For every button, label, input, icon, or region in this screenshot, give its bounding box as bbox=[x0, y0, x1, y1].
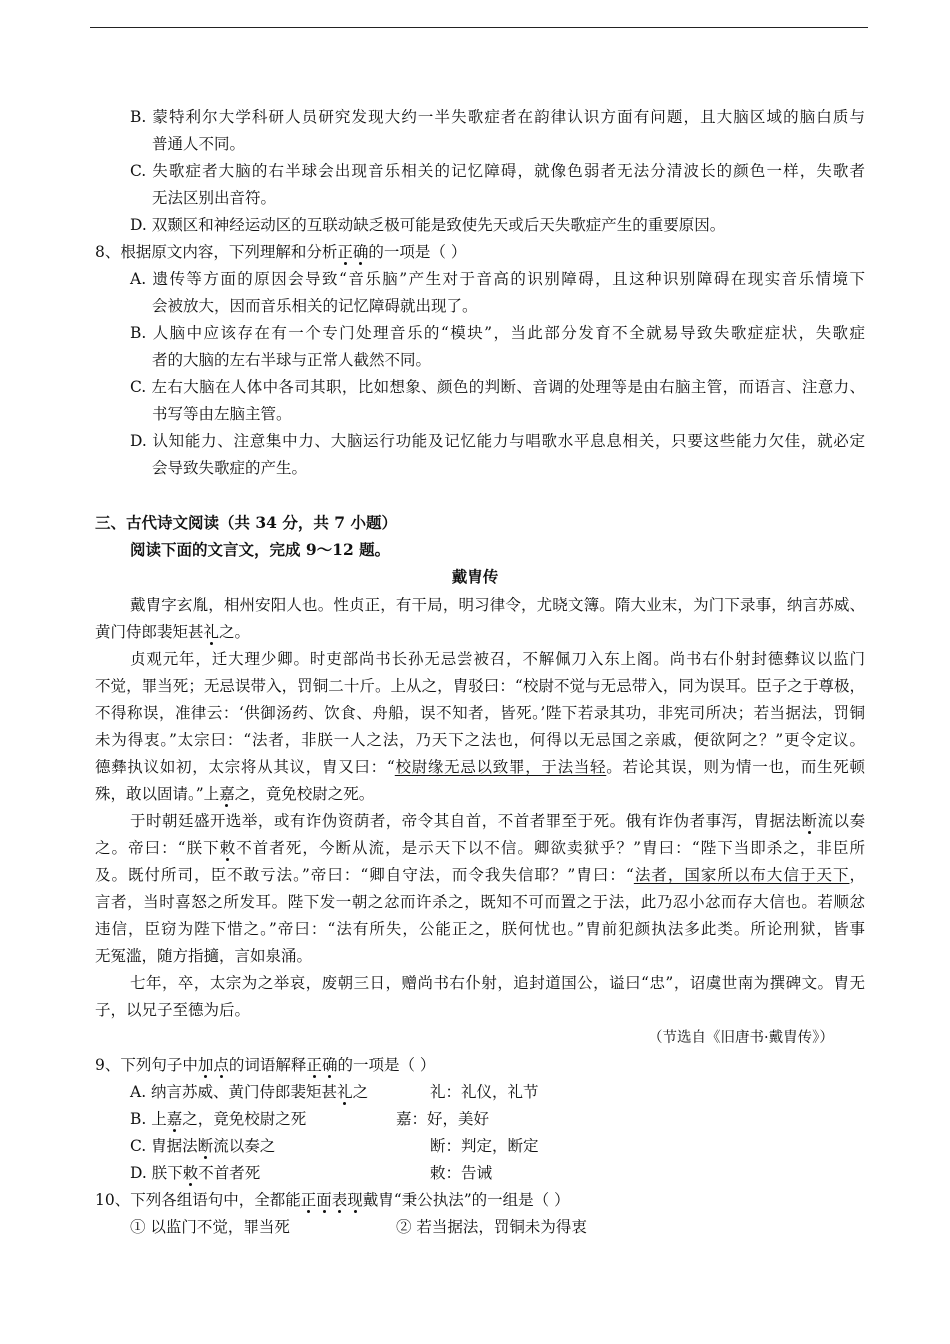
q9-option-b-text: B. 上嘉之，竟免校尉之死 bbox=[130, 1110, 307, 1128]
q7-option-d: D. 双颞区和神经运动区的互联动缺乏极可能是致使先天或后天失歌症产生的重要原因。 bbox=[130, 216, 726, 234]
q10-dotted-3: 表 bbox=[331, 1191, 348, 1209]
passage-p2-line5-a: 德彝执议如初，太宗将从其议，胄又曰：“ bbox=[95, 758, 395, 776]
passage-source: （节选自《旧唐书·戴胄传》） bbox=[648, 1030, 834, 1046]
dotted-li: 礼 bbox=[203, 623, 220, 641]
q9-option-a-text: A. 纳言苏威、黄门侍郎裴矩甚礼之 bbox=[130, 1083, 369, 1101]
section3-instruction: 阅读下面的文言文，完成 9～12 题。 bbox=[130, 540, 391, 559]
q8-option-c-line1: C. 左右大脑在人体中各司其职，比如想象、颜色的判断、音调的处理等是由右脑主管，而语言、注意力、 bbox=[130, 378, 865, 396]
q7-option-c-line2: 无法区别出音符。 bbox=[152, 189, 277, 207]
q9-stem: 9、下列句子中加点的词语解释正确的一项是（ ） bbox=[95, 1056, 436, 1074]
q8-stem-dotted-2: 确 bbox=[352, 243, 369, 261]
q8-option-b-line2: 者的大脑的左右半球与正常人截然不同。 bbox=[152, 351, 432, 369]
passage-p3-line6: 无冤滥，随方指擿，言如泉涌。 bbox=[95, 947, 313, 965]
q9-c-dotted: 断 bbox=[197, 1137, 214, 1155]
passage-p4-line2: 子，以兄子至德为后。 bbox=[95, 1001, 251, 1019]
passage-title: 戴胄传 bbox=[451, 567, 499, 586]
q9-option-b-def: 嘉：好，美好 bbox=[396, 1110, 490, 1128]
q10-dotted-2: 面 bbox=[316, 1191, 332, 1209]
q9-b-dotted: 嘉 bbox=[166, 1110, 183, 1128]
passage-p3-line4: 言者，当时喜怒之所发耳。陛下发一朝之忿而许杀之，既知不可而置之于法，此乃忍小忿而存大信也。若顺忿 bbox=[95, 893, 865, 911]
passage-p2-line2: 不觉，罪当死；无忌误带入，罚铜二十斤。上从之，胄驳曰：“校尉不觉与无忌带入，同为误耳。臣子之于尊极， bbox=[95, 677, 865, 695]
dotted-jia: 嘉 bbox=[219, 785, 235, 803]
q9-d-dotted: 敕 bbox=[182, 1164, 199, 1182]
q8-stem-part2: 的一项是（ ） bbox=[368, 243, 467, 261]
passage-p2-line5 bbox=[95, 756, 865, 778]
q8-option-d-line2: 会导致失歌症的产生。 bbox=[152, 459, 308, 477]
q9-option-a-def: 礼：礼仪，礼节 bbox=[430, 1083, 539, 1101]
q8-option-a-line2: 会被放大，因而音乐相关的记忆障碍就出现了。 bbox=[152, 297, 478, 315]
q7-option-b-line2: 普通人不同。 bbox=[152, 135, 246, 153]
q8-stem bbox=[95, 241, 466, 263]
q9-dotted-3: 正 bbox=[306, 1056, 322, 1074]
q9-option-c-def: 断：判定，断定 bbox=[430, 1137, 539, 1155]
q9-option-d-def: 敕：告诫 bbox=[430, 1164, 493, 1182]
passage-p3-line1: 于时朝廷盛开选举，或有诈伪资荫者，帝令其自首，不首者罪至于死。俄有诈伪者事泻，胄据法断流以奏 bbox=[130, 812, 865, 830]
passage-p3-line2: 之。帝曰：“朕下敕不首者死，今断从流，是示天下以不信。卿欲卖狱乎？”胄曰：“陛下当即杀之，非臣所 bbox=[95, 839, 865, 857]
passage-p1-line2: 黄门侍郎裴矩甚礼之。 bbox=[95, 623, 251, 641]
passage-p4-line1: 七年，卒，太宗为之举哀，废朝三日，赠尚书右仆射，追封道国公，谥曰“忠”，诏虞世南为撰碑文。胄无 bbox=[130, 974, 865, 992]
q10-dotted-1: 正 bbox=[300, 1191, 317, 1209]
q10-stem: 10、下列各组语句中，全都能正面表现戴胄“秉公执法”的一组是（ ） bbox=[95, 1191, 570, 1209]
passage-p3-line3-b: ， bbox=[849, 866, 865, 884]
q10-dotted-4: 现 bbox=[347, 1191, 363, 1209]
passage-p3-line3-a: 及。既付所司，臣不敢亏法。”帝曰：“卿自守法，而令我失信耶？”胄曰：“ bbox=[95, 866, 634, 884]
q9-dotted-2: 点 bbox=[213, 1056, 229, 1074]
q9-option-d-text: D. 朕下敕不首者死 bbox=[130, 1164, 261, 1182]
q8-option-d-line1: D. 认知能力、注意集中力、大脑运行功能及记忆能力与唱歌水平息息相关，只要这些能力欠佳，就必定 bbox=[130, 432, 865, 450]
dotted-chi: 敕 bbox=[219, 839, 237, 857]
header-rule bbox=[90, 27, 868, 28]
q7-option-c-line1: C. 失歌症者大脑的右半球会出现音乐相关的记忆障碍，就像色弱者无法分清波长的颜色一样，失歌者 bbox=[130, 162, 865, 180]
passage-p3-line3 bbox=[95, 864, 865, 886]
passage-p2-line4: 未为得衷。”太宗曰：“法者，非朕一人之法，乃天下之法也，何得以无忌国之亲戚，便欲阿之？”更令定议。 bbox=[95, 731, 865, 749]
passage-p2-line1: 贞观元年，迁大理少卿。时吏部尚书长孙无忌尝被召，不解佩刀入东上阁。尚书右仆射封德彝议以监门 bbox=[130, 650, 865, 668]
q9-option-c-text: C. 胄据法断流以奏之 bbox=[130, 1137, 276, 1155]
q10-option-1: ① 以监门不觉，罪当死 bbox=[130, 1218, 290, 1236]
passage-p2-line6: 殊，敢以固请。”上嘉之，竟免校尉之死。 bbox=[95, 785, 375, 803]
q8-option-c-line2: 书写等由左脑主管。 bbox=[152, 405, 292, 423]
section3-heading: 三、古代诗文阅读（共 34 分，共 7 小题） bbox=[95, 513, 397, 532]
q8-stem-part1: 8、根据原文内容，下列理解和分析 bbox=[95, 243, 338, 261]
passage-p2-line3: 不得称误，准律云：‘供御汤药、饮食、舟船，误不知者，皆死。’陛下若录其功，非宪司所决；若当据法，罚铜 bbox=[95, 704, 865, 722]
q9-dotted-4: 确 bbox=[321, 1056, 338, 1074]
q8-option-a-line1: A. 遗传等方面的原因会导致“音乐脑”产生对于音高的识别障碍，且这种识别障碍在现实音乐情境下 bbox=[130, 270, 865, 288]
q9-dotted-1: 加 bbox=[197, 1056, 214, 1074]
q8-stem-dotted-1: 正 bbox=[337, 243, 353, 261]
underlined-sentence-1: 校尉缘无忌以致罪，于法当轻 bbox=[394, 758, 607, 776]
passage-p2-line5-b: 。若论其误，则为情一也，而生死顿 bbox=[606, 758, 865, 776]
dotted-duan: 断 bbox=[801, 812, 818, 830]
underlined-sentence-2: 法者，国家所以布大信于天下 bbox=[633, 866, 850, 884]
q7-option-b-line1: B. 蒙特利尔大学科研人员研究发现大约一半失歌症者在韵律认识方面有问题，且大脑区域的脑白质与 bbox=[130, 108, 865, 126]
passage-p1-line1: 戴胄字玄胤，相州安阳人也。性贞正，有干局，明习律令，尤晓文簿。隋大业末，为门下录事，纳言苏威、 bbox=[130, 596, 865, 614]
q9-a-dotted: 礼 bbox=[337, 1083, 353, 1101]
passage-p3-line5: 违信，臣窃为陛下惜之。”帝曰：“法有所失，公能正之，朕何忧也。”胄前犯颜执法多此类。所论刑狱，皆事 bbox=[95, 920, 865, 938]
q8-option-b-line1: B. 人脑中应该存在有一个专门处理音乐的“模块”，当此部分发育不全就易导致失歌症症状，失歌症 bbox=[130, 324, 865, 342]
q10-option-2: ② 若当据法，罚铜未为得衷 bbox=[396, 1218, 587, 1236]
